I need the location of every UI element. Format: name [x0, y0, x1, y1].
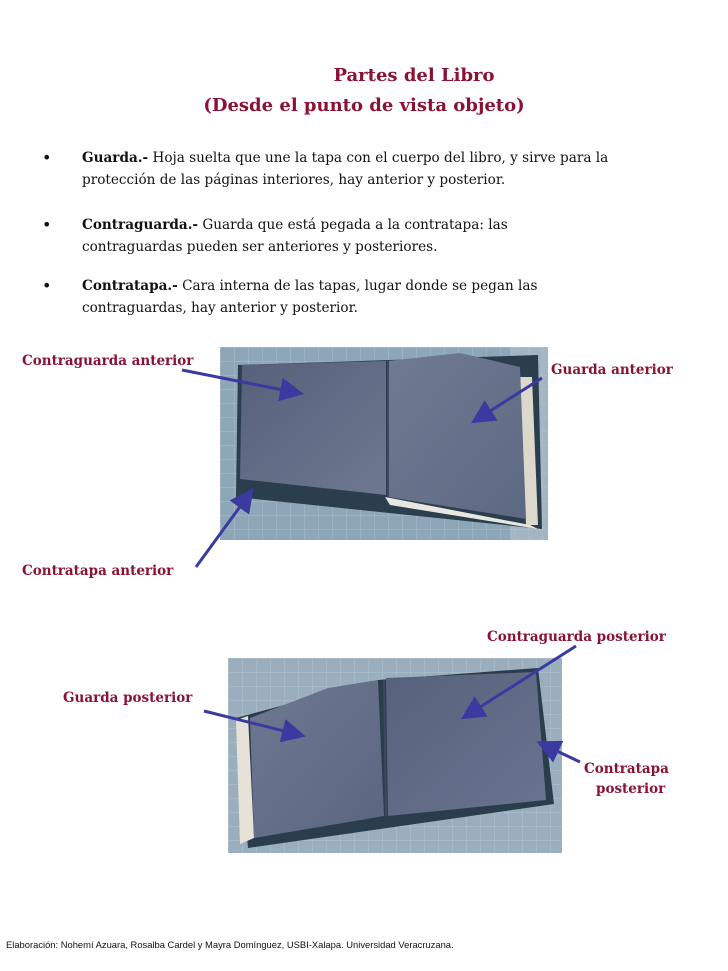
definition-text: contraguardas, hay anterior y posterior. — [82, 300, 358, 316]
definition-text: protección de las páginas interiores, hay anterior y posterior. — [82, 172, 506, 188]
definition-text: Guarda que está pegada a la contratapa: las — [198, 217, 508, 233]
label-contratapa-anterior: Contratapa anterior — [22, 563, 174, 579]
definition-guarda — [82, 147, 692, 191]
definition-text: Cara interna de las tapas, lugar donde se pegan las — [177, 278, 538, 294]
label-contratapa-posterior-line1: Contratapa — [584, 761, 669, 777]
definition-contraguarda — [82, 214, 692, 258]
page-subtitle: (Desde el punto de vista objeto) — [203, 95, 525, 116]
book-photo-anterior — [220, 347, 548, 540]
book-photo-anterior-drawing — [220, 347, 548, 540]
book-photo-posterior-drawing — [228, 658, 562, 853]
bullet-icon: • — [42, 215, 52, 234]
bullet-icon: • — [42, 276, 52, 295]
definition-term: Contratapa.- — [82, 278, 178, 294]
definition-contratapa — [82, 275, 692, 319]
label-contratapa-posterior-line2: posterior — [596, 781, 666, 797]
book-photo-posterior — [228, 658, 562, 853]
footer-credits: Elaboración: Nohemí Azuara, Rosalba Cardel y Mayra Domínguez, USBI-Xalapa. Universidad Veracruzana. — [6, 939, 454, 950]
label-guarda-posterior: Guarda posterior — [63, 690, 193, 706]
label-contraguarda-posterior: Contraguarda posterior — [487, 629, 666, 645]
definition-text: contraguardas pueden ser anteriores y posteriores. — [82, 239, 438, 255]
definition-term: Contraguarda.- — [82, 217, 199, 233]
definition-text: Hoja suelta que une la tapa con el cuerpo del libro, y sirve para la — [148, 150, 609, 166]
label-contraguarda-anterior: Contraguarda anterior — [22, 353, 194, 369]
page-title: Partes del Libro — [333, 65, 495, 86]
definition-term: Guarda.- — [82, 150, 149, 166]
label-guarda-anterior: Guarda anterior — [551, 362, 673, 378]
bullet-icon: • — [42, 148, 52, 167]
